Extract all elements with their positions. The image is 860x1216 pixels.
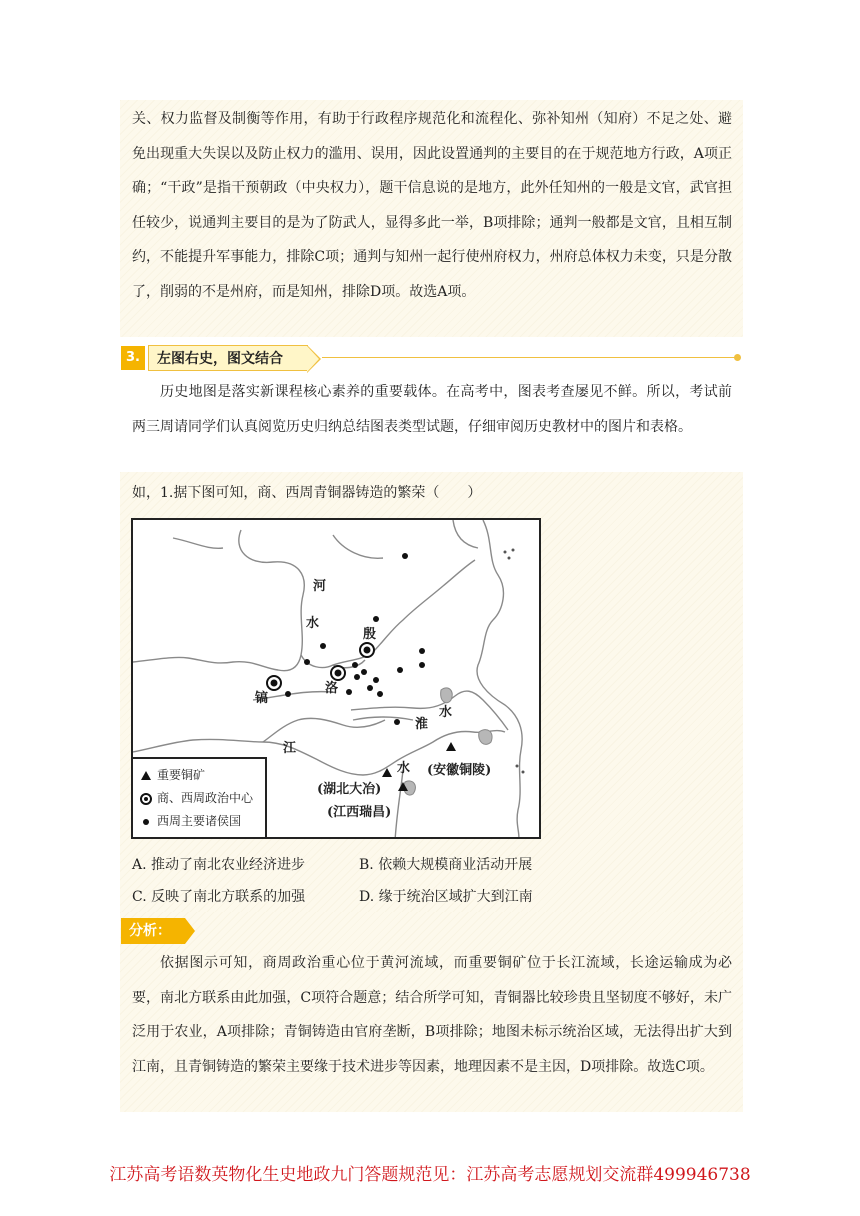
section-number: 3. bbox=[121, 346, 145, 370]
section-title: 左图右史，图文结合 bbox=[148, 345, 308, 371]
map-label-jiang: 江 bbox=[283, 741, 297, 756]
map-label-huai: 淮 bbox=[415, 717, 429, 732]
option-c: C. 反映了南北方联系的加强 bbox=[132, 889, 306, 905]
map-label-jiangxi-ruichang: (江西瑞昌) bbox=[327, 805, 392, 820]
analysis-label: 分析： bbox=[121, 918, 185, 944]
answer-explanation-text: 关、权力监督及制衡等作用，有助于行政程序规范化和流程化、弥补知州（知府）不足之处、避免出现重大失误以及防止权力的滥用、误用，因此设置通判的主要目的在于规范地方行政，A项正确；“干政”是指干预朝政（中央权力），题干信息说的是地方，此外任知州的一般是文官，武官担任较少，说通判主要目的是为了防武人，显得多此一举，B项排除；通判一般都是文官，且相互制约，不能提升军事能力，排除C项；通判与知州一起行使州府权力，州府总体权力未变，只是分散了，削弱的不是州府，而是知州，排除D项。故选A项。 bbox=[132, 111, 732, 300]
map-label-he: 河 bbox=[313, 579, 327, 594]
analysis-paragraph: 依据图示可知，商周政治重心位于黄河流域，而重要铜矿位于长江流域，长途运输成为必要，南北方联系由此加强，C项符合题意；结合所学可知，青铜器比较珍贵且坚韧度不够好，未广泛用于农业，A项排除；青铜铸造由官府垄断，B项排除；地图未标示统治区域，无法得出扩大到江南，且青铜铸造的繁荣主要缘于技术进步等因素，地理因素不是主因，D项排除。故选C项。 bbox=[132, 955, 732, 1075]
map-label-shui-3: 水 bbox=[397, 761, 411, 776]
legend-row-state bbox=[139, 811, 241, 831]
legend-row-mine bbox=[139, 765, 205, 785]
map-label-shui-2: 水 bbox=[439, 705, 453, 720]
section-divider-dot bbox=[734, 354, 741, 361]
option-a: A. 推动了南北农业经济进步 bbox=[132, 857, 306, 873]
map-label-luo: 洛 bbox=[325, 681, 339, 696]
map-legend bbox=[131, 757, 267, 839]
legend-label-state: 西周主要诸侯国 bbox=[157, 814, 242, 828]
map-label-hao: 镐 bbox=[255, 691, 269, 706]
map-label-shui-1: 水 bbox=[306, 616, 320, 631]
legend-row-center bbox=[139, 788, 253, 808]
legend-label-center: 商、西周政治中心 bbox=[157, 791, 254, 805]
option-d: D. 缘于统治区域扩大到江南 bbox=[359, 889, 533, 905]
map-label-anhui-tongling: (安徽铜陵) bbox=[427, 763, 492, 778]
dot-icon bbox=[139, 811, 153, 831]
map-label-yin: 殷 bbox=[363, 627, 377, 642]
ring-icon bbox=[139, 788, 153, 808]
intro-paragraph: 历史地图是落实新课程核心素养的重要载体。在高考中，图表考查屡见不鲜。所以，考试前两三周请同学们认真阅览历史归纳总结图表类型试题，仔细审阅历史教材中的图片和表格。 bbox=[132, 384, 732, 435]
triangle-icon bbox=[139, 765, 153, 785]
map-label-hubei-daye: (湖北大冶) bbox=[317, 782, 382, 797]
analysis-label-arrow bbox=[185, 918, 195, 944]
question-stem: 如，1.据下图可知，商、西周青铜器铸造的繁荣（ ） bbox=[132, 485, 482, 501]
legend-label-mine: 重要铜矿 bbox=[157, 768, 206, 782]
section-title-arrow-fill bbox=[307, 346, 319, 372]
footer-promo-text: 江苏高考语数英物化生史地政九门答题规范见：江苏高考志愿规划交流群499946738 bbox=[109, 1165, 751, 1185]
section-divider-line bbox=[322, 357, 736, 358]
option-b: B. 依赖大规模商业活动开展 bbox=[359, 857, 533, 873]
